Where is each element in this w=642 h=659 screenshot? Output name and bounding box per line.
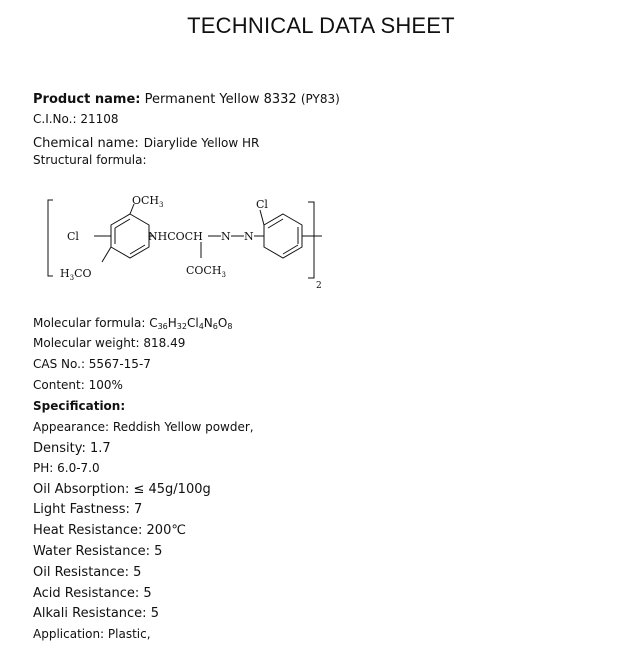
formula-subscript: 8 <box>227 322 233 331</box>
formula-subscript: 6 <box>212 322 218 331</box>
molecular-formula-label: Molecular formula: <box>33 316 150 330</box>
document-title: TECHNICAL DATA SHEET <box>187 13 455 38</box>
alkali-resistance: Alkali Resistance: 5 <box>33 606 159 621</box>
methoxy-bottom: $H_3CO$ <box>60 267 92 282</box>
formula-subscript: 32 <box>176 322 187 331</box>
azo-nitrogen-1: N <box>221 230 231 243</box>
left-bracket <box>48 200 53 276</box>
chlorine-left: Cl <box>67 230 79 243</box>
water-resistance: Water Resistance: 5 <box>33 544 163 559</box>
molecular-weight: Molecular weight: 818.49 <box>33 336 186 350</box>
appearance: Appearance: Reddish Yellow powder, <box>33 420 254 434</box>
product-name-value: Permanent Yellow 8332 <box>144 92 297 107</box>
specification-label: Specification: <box>33 399 126 413</box>
left-benzene-ring <box>111 214 149 258</box>
product-name-line <box>33 92 340 107</box>
product-name-label: Product name: <box>33 92 141 107</box>
formula-subscript: 4 <box>198 322 204 331</box>
density: Density: 1.7 <box>33 441 111 456</box>
formula-element: N <box>203 316 213 330</box>
product-code: (PY83) <box>300 92 340 106</box>
formula-subscript: 36 <box>157 322 168 331</box>
right-benzene-ring <box>264 214 302 258</box>
right-bracket <box>308 202 314 278</box>
ph: PH: 6.0-7.0 <box>33 461 100 475</box>
structural-formula-diagram <box>38 190 338 296</box>
heat-resistance: Heat Resistance: 200℃ <box>33 523 186 538</box>
light-fastness: Light Fastness: 7 <box>33 502 143 517</box>
structural-formula-label: Structural formula: <box>33 153 147 167</box>
multiplier: 2 <box>316 281 322 291</box>
formula-element: O <box>217 316 228 330</box>
chemical-name-value: Diarylide Yellow HR <box>143 136 260 150</box>
amide-chain: NHCOCH <box>148 230 203 243</box>
cas-number: CAS No.: 5567-15-7 <box>33 357 151 371</box>
molecular-formula-value <box>149 316 232 330</box>
formula-element: C <box>149 316 158 330</box>
acid-resistance: Acid Resistance: 5 <box>33 586 152 601</box>
chlorine-right: Cl <box>256 198 268 211</box>
chemical-name-label: Chemical name: <box>33 136 139 151</box>
application: Application: Plastic, <box>33 627 151 641</box>
oil-resistance: Oil Resistance: 5 <box>33 565 142 580</box>
methoxy-top: $OCH_3$ <box>132 194 164 209</box>
molecular-formula <box>33 316 232 331</box>
ci-number: C.I.No.: 21108 <box>33 112 119 126</box>
formula-element: Cl <box>186 316 199 330</box>
oil-absorption: Oil Absorption: ≤ 45g/100g <box>33 482 211 497</box>
content: Content: 100% <box>33 378 123 392</box>
chemical-name-line <box>33 132 259 151</box>
acetyl-group: $COCH_3$ <box>186 264 226 279</box>
azo-nitrogen-2: N <box>244 230 254 243</box>
formula-element: H <box>167 316 177 330</box>
